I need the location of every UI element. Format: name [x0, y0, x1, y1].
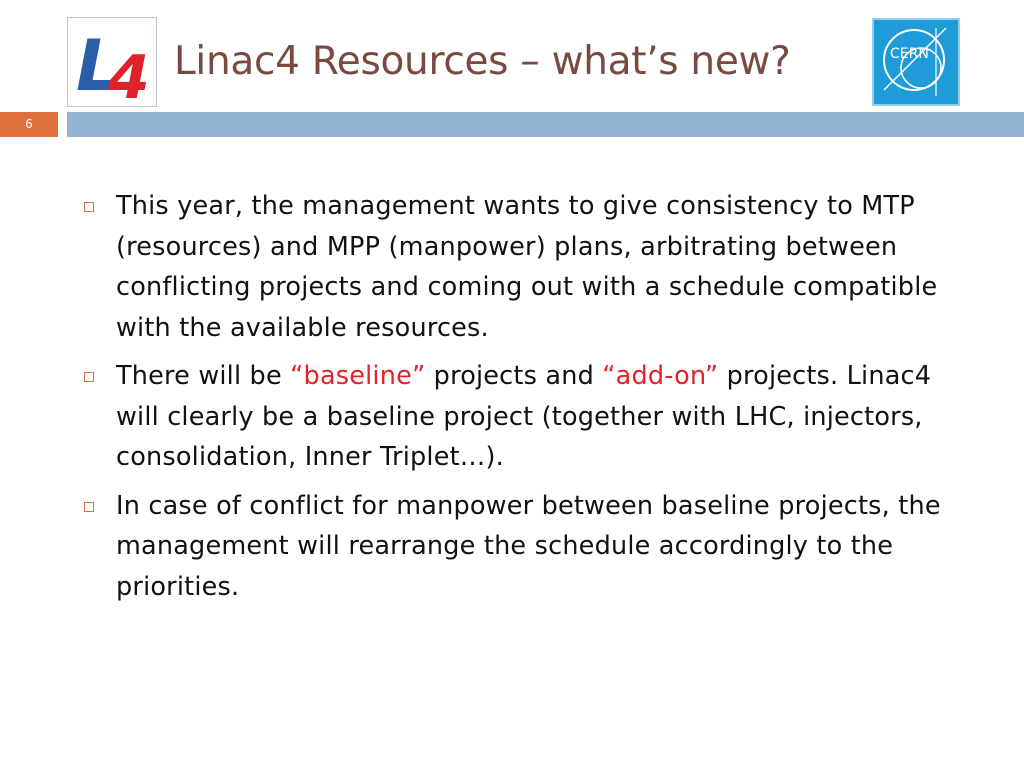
bullet-item	[80, 186, 980, 348]
linac4-logo-graphic	[68, 18, 156, 106]
highlight-add-on: “add-on”	[602, 361, 719, 391]
cern-logo	[872, 18, 960, 106]
bullet-square-icon	[84, 372, 94, 382]
bullet-text-middle: projects and	[425, 361, 603, 391]
cern-logo-text: CERN	[890, 46, 929, 62]
bullet-text-start: There will be	[116, 361, 291, 391]
header-bar	[67, 112, 1024, 137]
bullet-text: This year, the management wants to give consistency to MTP (resources) and MPP (manpower) plans, arbitrating between conflicting projects and coming out with a schedule compatible with the available resources.	[116, 191, 938, 343]
linac4-logo-digit: 4	[108, 43, 150, 106]
bullet-square-icon	[84, 202, 94, 212]
cern-logo-graphic	[874, 20, 958, 104]
linac4-logo	[67, 17, 157, 107]
linac4-logo-letter: L	[76, 25, 121, 106]
bullet-item	[80, 486, 980, 608]
highlight-baseline: “baseline”	[290, 361, 426, 391]
slide-title: Linac4 Resources – what’s new?	[174, 39, 791, 84]
bullet-text: In case of conflict for manpower between baseline projects, the management will rearrange the schedule accordingly to the priorities.	[116, 490, 941, 602]
bullet-square-icon	[84, 502, 94, 512]
bullet-item	[80, 356, 980, 478]
bullet-text-end: projects. Linac4 will clearly be a baseline project (together with LHC, injectors, consolidation, Inner Triplet…).	[116, 361, 932, 472]
bullet-list	[80, 186, 980, 615]
slide-number: 6	[25, 117, 33, 131]
